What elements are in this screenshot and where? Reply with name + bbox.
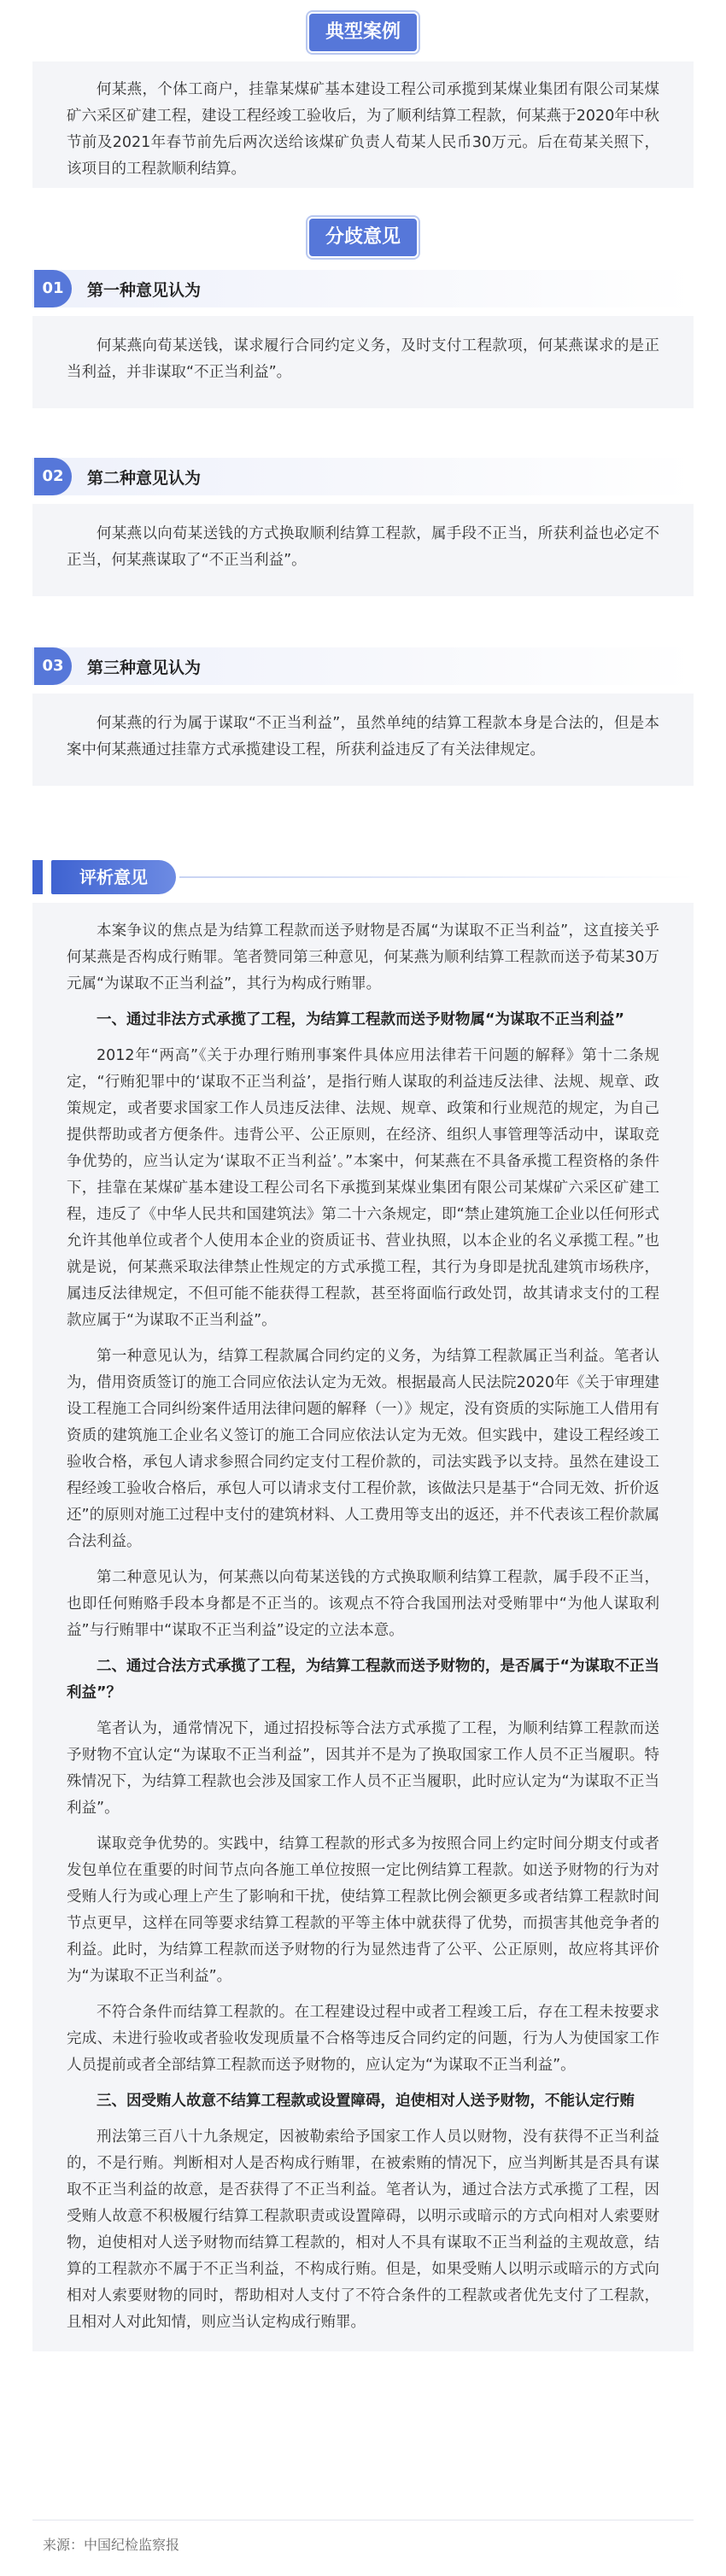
opinion-1-text: 何某燕向荀某送钱，谋求履行合同约定义务，及时支付工程款项，何某燕谋求的是正当利益，并非谋取“不正当利益”。: [32, 316, 694, 408]
divergence-section-header: [0, 219, 726, 256]
opinion-2-number: 02: [34, 458, 72, 495]
opinion-2-title: 第二种意见认为: [87, 468, 202, 488]
analysis-paragraph: 笔者认为，通常情况下，通过招投标等合法方式承揽了工程，为顺利结算工程款而送予财物不宜认定“为谋取不正当利益”，因其并不是为了换取国家工作人员不正当履职。特殊情况下，为结算工程款也会涉及国家工作人员不正当履职，此时应认定为“为谋取不正当利益”。: [67, 1720, 659, 1817]
analysis-divider: [179, 876, 694, 878]
analysis-paragraph: 本案争议的焦点是为结算工程款而送予财物是否属“为谋取不正当利益”，这直接关乎何某燕是否构成行贿罪。笔者赞同第三种意见，何某燕为顺利结算工程款而送予荀某30万元属“为谋取不正当利益”，其行为构成行贿罪。: [67, 922, 659, 992]
opinion-2-text: 何某燕以向荀某送钱的方式换取顺利结算工程款，属手段不正当，所获利益也必定不正当，何某燕谋取了“不正当利益”。: [32, 504, 694, 596]
analysis-body: [32, 903, 694, 2351]
opinion-3: [32, 647, 694, 786]
analysis-paragraph: 第一种意见认为，结算工程款属合同约定的义务，为结算工程款属正当利益。笔者认为，借用资质签订的施工合同应依法认定为无效。根据最高人民法院2020年《关于审理建设工程施工合同纠纷案件适用法律问题的解释（一）》规定，没有资质的实际施工人借用有资质的建筑施工企业名义签订的施工合同应依法认定为无效。但实践中，建设工程经竣工验收合格，承包人请求参照合同约定支付工程价款的，司法实践予以支持。虽然在建设工程经竣工验收合格后，承包人可以请求支付工程价款，该做法只是基于“合同无效、折价返还”的原则对施工过程中支付的建筑材料、人工费用等支出的返还，并不代表该工程价款属合法利益。: [67, 1348, 659, 1550]
analysis-paragraph: 第二种意见认为，何某燕以向荀某送钱的方式换取顺利结算工程款，属手段不正当，也即任何贿赂手段本身都是不正当的。该观点不符合我国刑法对受贿罪中“为他人谋取利益”与行贿罪中“谋取不正当利益”设定的立法本意。: [67, 1569, 659, 1639]
case-text: 何某燕，个体工商户，挂靠某煤矿基本建设工程公司承揽到某煤业集团有限公司某煤矿六采区矿建工程，建设工程经竣工验收后，为了顺利结算工程款，何某燕于2020年中秋节前及2021年春节前先后两次送给该煤矿负责人荀某人民币30万元。后在荀某关照下，该项目的工程款顺利结算。: [32, 61, 694, 188]
divergence-tag: 分歧意见: [309, 219, 417, 256]
opinion-3-header: [32, 647, 694, 685]
analysis-heading-2: 二、通过合法方式承揽了工程，为结算工程款而送予财物的，是否属于“为谋取不正当利益”？: [67, 1658, 659, 1701]
analysis-accent-bar: [32, 860, 43, 894]
opinion-3-text: 何某燕的行为属于谋取“不正当利益”，虽然单纯的结算工程款本身是合法的，但是本案中何某燕通过挂靠方式承揽建设工程，所获利益违反了有关法律规定。: [32, 694, 694, 786]
opinion-1-number: 01: [34, 270, 72, 307]
opinion-1-title: 第一种意见认为: [87, 280, 202, 300]
opinion-1: [32, 270, 694, 408]
opinion-2-header: [32, 458, 694, 495]
analysis-paragraph: 谋取竞争优势的。实践中，结算工程款的形式多为按照合同上约定时间分期支付或者发包单位在重要的时间节点向各施工单位按照一定比例结算工程款。如送予财物的行为对受贿人行为或心理上产生了影响和干扰，使结算工程款比例会额更多或者结算工程款时间节点更早，这样在同等要求结算工程款的平等主体中就获得了优势，而损害其他竞争者的利益。此时，为结算工程款而送予财物的行为显然违背了公平、公正原则，故应将其评价为“为谋取不正当利益”。: [67, 1835, 659, 1985]
analysis-heading-3: 三、因受贿人故意不结算工程款或设置障碍，迫使相对人送予财物，不能认定行贿: [97, 2093, 635, 2110]
opinion-2: [32, 458, 694, 596]
analysis-paragraph: 刑法第三百八十九条规定，因被勒索给予国家工作人员以财物，没有获得不正当利益的，不是行贿。判断相对人是否构成行贿罪，在被索贿的情况下，应当判断其是否具有谋取不正当利益的故意，是否获得了不正当利益。笔者认为，通过合法方式承揽了工程，因受贿人故意不积极履行结算工程款职责或设置障碍，以明示或暗示的方式向相对人索要财物，迫使相对人送予财物而结算工程款的，相对人不具有谋取不正当利益的主观故意，结算的工程款亦不属于不正当利益，不构成行贿。但是，如果受贿人以明示或暗示的方式向相对人索要财物的同时，帮助相对人支付了不符合条件的工程款或者优先支付了工程款，且相对人对此知情，则应当认定构成行贿罪。: [67, 2128, 659, 2331]
opinion-1-header: [32, 270, 694, 307]
analysis-tag: 评析意见: [51, 860, 176, 894]
analysis-heading-1: 一、通过非法方式承揽了工程，为结算工程款而送予财物属“为谋取不正当利益”: [97, 1011, 625, 1028]
analysis-section: [32, 860, 694, 2351]
case-section-header: [0, 14, 726, 51]
analysis-paragraph: 不符合条件而结算工程款的。在工程建设过程中或者工程竣工后，存在工程未按要求完成、未进行验收或者验收发现质量不合格等违反合同约定的问题，行为人为使国家工作人员提前或者全部结算工程款而送予财物的，应认定为“为谋取不正当利益”。: [67, 2004, 659, 2074]
analysis-header: [32, 860, 694, 898]
case-tag: 典型案例: [309, 14, 417, 51]
source-credit: 来源：中国纪检监察报: [43, 2537, 180, 2553]
analysis-paragraph: 2012年“两高”《关于办理行贿刑事案件具体应用法律若干问题的解释》第十二条规定，“行贿犯罪中的‘谋取不正当利益’，是指行贿人谋取的利益违反法律、法规、规章、政策规定，或者要求国家工作人员违反法律、法规、规章、政策和行业规范的规定，为自己提供帮助或者方便条件。违背公平、公正原则，在经济、组织人事管理等活动中，谋取竞争优势的，应当认定为‘谋取不正当利益’。”本案中，何某燕在不具备承揽工程资格的条件下，挂靠在某煤矿基本建设工程公司名下承揽到某煤业集团有限公司某煤矿六采区矿建工程，违反了《中华人民共和国建筑法》第二十六条规定，即“禁止建筑施工企业以任何形式允许其他单位或者个人使用本企业的资质证书、营业执照，以本企业的名义承揽工程。”也就是说，何某燕采取法律禁止性规定的方式承揽工程，其行为身即是扰乱建筑市场秩序，属违反法律规定，不但可能不能获得工程款，甚至将面临行政处罚，故其请求支付的工程款应属于“为谋取不正当利益”。: [67, 1047, 659, 1329]
opinion-3-title: 第三种意见认为: [87, 658, 202, 677]
opinion-3-number: 03: [34, 647, 72, 685]
